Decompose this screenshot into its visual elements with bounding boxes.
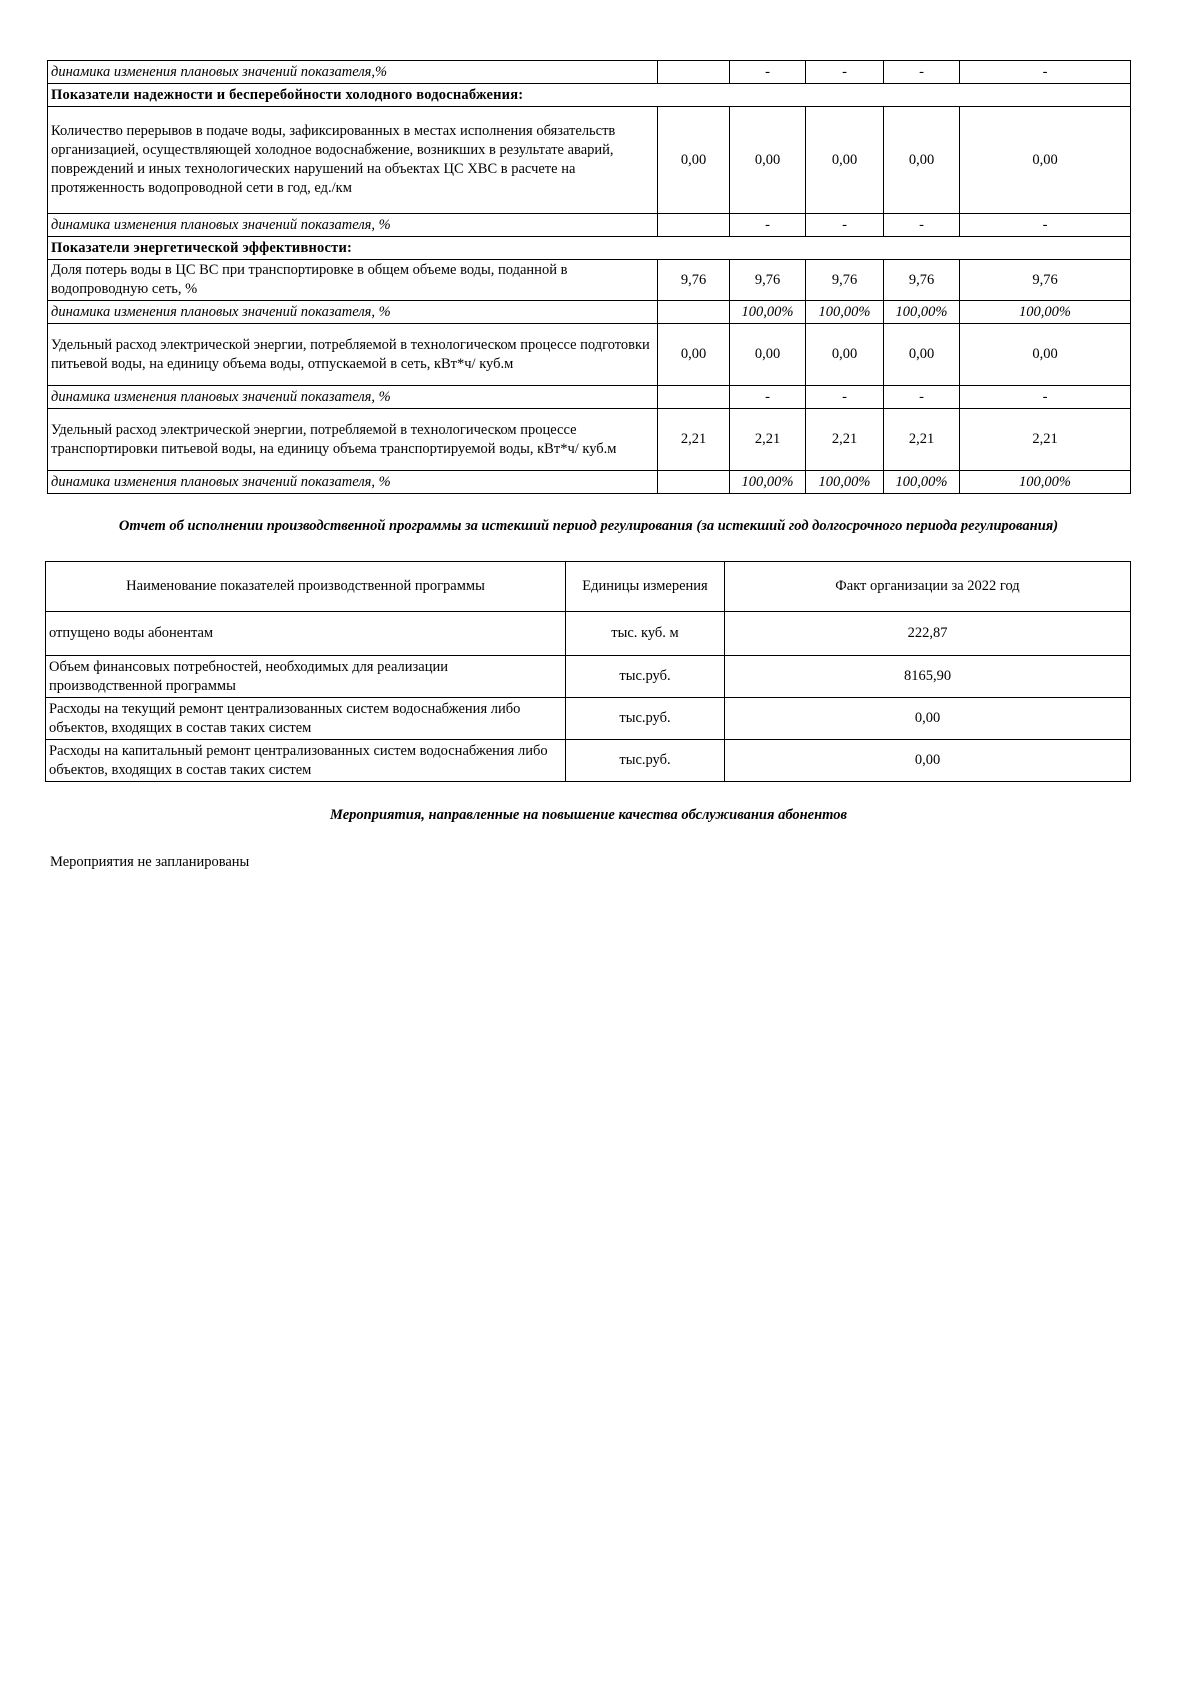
value-cell: [658, 386, 730, 409]
indicator-name: отпущено воды абонентам: [46, 612, 566, 656]
value-cell: 0,00: [806, 107, 884, 214]
table-row: [46, 656, 1131, 698]
section-title-reliability: Показатели надежности и бесперебойности холодного водоснабжения:: [48, 84, 1131, 107]
fact-cell: 0,00: [725, 698, 1131, 740]
indicator-name: Расходы на текущий ремонт централизованных систем водоснабжения либо объектов, входящих в состав таких систем: [46, 698, 566, 740]
value-cell: 0,00: [730, 324, 806, 386]
value-cell: -: [884, 214, 960, 237]
value-cell: 9,76: [658, 260, 730, 301]
value-cell: [658, 301, 730, 324]
fact-cell: 8165,90: [725, 656, 1131, 698]
table-row: [46, 612, 1131, 656]
value-cell: -: [730, 61, 806, 84]
value-cell: 0,00: [658, 107, 730, 214]
value-cell: 100,00%: [884, 301, 960, 324]
section-title-energy: Показатели энергетической эффективности:: [48, 237, 1131, 260]
value-cell: -: [960, 61, 1131, 84]
indicator-row: [48, 260, 1131, 301]
value-cell: -: [806, 386, 884, 409]
indicator-name: Расходы на капитальный ремонт централизованных систем водоснабжения либо объектов, входящих в состав таких систем: [46, 740, 566, 782]
value-cell: -: [730, 214, 806, 237]
section-row: [48, 237, 1131, 260]
value-cell: 0,00: [960, 107, 1131, 214]
value-cell: -: [806, 61, 884, 84]
indicator-row: [48, 107, 1131, 214]
table-row: [46, 740, 1131, 782]
unit-cell: тыс.руб.: [566, 698, 725, 740]
value-cell: 0,00: [658, 324, 730, 386]
section-row: [48, 84, 1131, 107]
column-header-name: Наименование показателей производственной программы: [46, 562, 566, 612]
unit-cell: тыс.руб.: [566, 740, 725, 782]
row-label: динамика изменения плановых значений показателя, %: [48, 214, 658, 237]
row-label: динамика изменения плановых значений показателя, %: [48, 471, 658, 494]
value-cell: 9,76: [960, 260, 1131, 301]
indicator-row: [48, 324, 1131, 386]
row-label: динамика изменения плановых значений показателя, %: [48, 301, 658, 324]
row-label: Удельный расход электрической энергии, потребляемой в технологическом процессе подготовки питьевой воды, на единицу объема воды, отпускаемой в сеть, кВт*ч/ куб.м: [48, 324, 658, 386]
value-cell: -: [884, 61, 960, 84]
value-cell: 100,00%: [730, 301, 806, 324]
column-header-fact: Факт организации за 2022 год: [725, 562, 1131, 612]
value-cell: 100,00%: [960, 471, 1131, 494]
value-cell: [658, 471, 730, 494]
value-cell: 0,00: [806, 324, 884, 386]
value-cell: -: [960, 386, 1131, 409]
fact-cell: 222,87: [725, 612, 1131, 656]
value-cell: -: [806, 214, 884, 237]
value-cell: 2,21: [730, 409, 806, 471]
indicators-table: [47, 60, 1131, 494]
indicator-row: [48, 409, 1131, 471]
unit-cell: тыс. куб. м: [566, 612, 725, 656]
row-label: динамика изменения плановых значений показателя, %: [48, 386, 658, 409]
dynamics-row: [48, 301, 1131, 324]
row-label: Доля потерь воды в ЦС ВС при транспортировке в общем объеме воды, поданной в водопроводную сеть, %: [48, 260, 658, 301]
row-label: Количество перерывов в подаче воды, зафиксированных в местах исполнения обязательств организацией, осуществляющей холодное водоснабжение, возникших в результате аварий, повреждений и иных технологических нарушений на объектах ЦС ХВС в расчете на протяженность водопроводной сети в год, ед./км: [48, 107, 658, 214]
dynamics-row: [48, 386, 1131, 409]
value-cell: 100,00%: [884, 471, 960, 494]
column-header-unit: Единицы измерения: [566, 562, 725, 612]
value-cell: 100,00%: [960, 301, 1131, 324]
value-cell: 0,00: [730, 107, 806, 214]
value-cell: 0,00: [884, 107, 960, 214]
value-cell: 2,21: [960, 409, 1131, 471]
value-cell: [658, 214, 730, 237]
value-cell: 0,00: [884, 324, 960, 386]
dynamics-row: [48, 214, 1131, 237]
value-cell: 100,00%: [806, 301, 884, 324]
header-row: [46, 562, 1131, 612]
report-title: Отчет об исполнении производственной программы за истекший период регулирования (за истекший год долгосрочного периода регулирования): [118, 518, 1059, 534]
value-cell: -: [730, 386, 806, 409]
value-cell: 100,00%: [806, 471, 884, 494]
row-label: динамика изменения плановых значений показателя,%: [48, 61, 658, 84]
table-row: [46, 698, 1131, 740]
value-cell: 9,76: [884, 260, 960, 301]
value-cell: 9,76: [730, 260, 806, 301]
value-cell: 0,00: [960, 324, 1131, 386]
unit-cell: тыс.руб.: [566, 656, 725, 698]
measures-text: Мероприятия не запланированы: [50, 854, 250, 870]
value-cell: 2,21: [884, 409, 960, 471]
value-cell: -: [960, 214, 1131, 237]
dynamics-row: [48, 471, 1131, 494]
value-cell: [658, 61, 730, 84]
value-cell: 100,00%: [730, 471, 806, 494]
row-label: Удельный расход электрической энергии, потребляемой в технологическом процессе транспортировки питьевой воды, на единицу объема транспортируемой воды, кВт*ч/ куб.м: [48, 409, 658, 471]
value-cell: 9,76: [806, 260, 884, 301]
value-cell: 2,21: [658, 409, 730, 471]
fact-cell: 0,00: [725, 740, 1131, 782]
dynamics-row: [48, 61, 1131, 84]
measures-title: Мероприятия, направленные на повышение качества обслуживания абонентов: [330, 807, 847, 823]
indicator-name: Объем финансовых потребностей, необходимых для реализации производственной программы: [46, 656, 566, 698]
value-cell: -: [884, 386, 960, 409]
report-table: [45, 561, 1131, 782]
value-cell: 2,21: [806, 409, 884, 471]
